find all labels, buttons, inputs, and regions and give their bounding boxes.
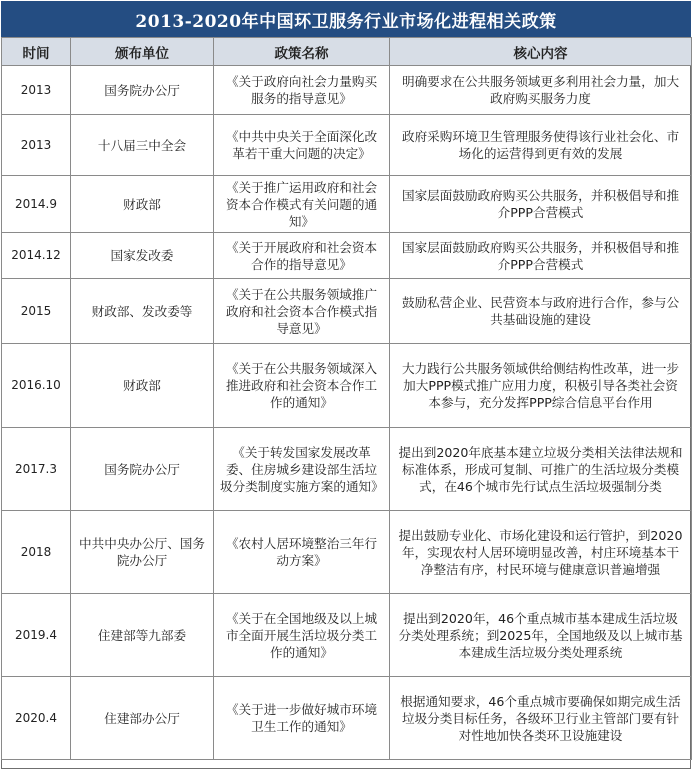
cell-policy: 《关于在公共服务领域推广政府和社会资本合作模式指导意见》 bbox=[214, 279, 390, 344]
table-row bbox=[2, 279, 692, 344]
cell-content: 鼓励私营企业、民营资本与政府进行合作，参与公共基础设施的建设 bbox=[390, 279, 692, 344]
cell-content: 明确要求在公共服务领域更多利用社会力量，加大政府购买服务力度 bbox=[390, 66, 692, 115]
cell-policy: 《关于在公共服务领域深入推进政府和社会资本合作工作的通知》 bbox=[214, 344, 390, 428]
table-row bbox=[2, 677, 692, 760]
header-year: 时间 bbox=[2, 38, 71, 66]
cell-year: 2013 bbox=[2, 66, 71, 115]
table-row bbox=[2, 428, 692, 511]
cell-content: 根据通知要求，46个重点城市要确保如期完成生活垃圾分类目标任务，各级环卫行业主管部门要有针对性地加快各类环卫设施建设 bbox=[390, 677, 692, 760]
cell-policy: 《关于开展政府和社会资本合作的指导意见》 bbox=[214, 233, 390, 279]
cell-content: 大力践行公共服务领域供给侧结构性改革，进一步加大PPP模式推广应用力度，积极引导各类社会资本参与，充分发挥PPP综合信息平台作用 bbox=[390, 344, 692, 428]
cell-content: 国家层面鼓励政府购买公共服务，并积极倡导和推介PPP合营模式 bbox=[390, 176, 692, 233]
cell-year: 2017.3 bbox=[2, 428, 71, 511]
cell-org: 中共中央办公厅、国务院办公厅 bbox=[71, 511, 214, 594]
cell-org: 国务院办公厅 bbox=[71, 428, 214, 511]
cell-org: 财政部 bbox=[71, 344, 214, 428]
cell-org: 国务院办公厅 bbox=[71, 66, 214, 115]
table-row bbox=[2, 176, 692, 233]
table-row bbox=[2, 66, 692, 115]
cell-year: 2015 bbox=[2, 279, 71, 344]
policy-table bbox=[1, 37, 692, 760]
cell-content: 提出到2020年，46个重点城市基本建成生活垃圾分类处理系统；到2025年，全国地级及以上城市基本建成生活垃圾分类处理系统 bbox=[390, 594, 692, 677]
cell-content: 国家层面鼓励政府购买公共服务，并积极倡导和推介PPP合营模式 bbox=[390, 233, 692, 279]
cell-policy: 《关于转发国家发展改革委、住房城乡建设部生活垃圾分类制度实施方案的通知》 bbox=[214, 428, 390, 511]
cell-org: 十八届三中全会 bbox=[71, 115, 214, 176]
cell-content: 提出鼓励专业化、市场化建设和运行管护，到2020年，实现农村人居环境明显改善，村庄环境基本干净整洁有序，村民环境与健康意识普遍增强 bbox=[390, 511, 692, 594]
cell-org: 国家发改委 bbox=[71, 233, 214, 279]
cell-year: 2020.4 bbox=[2, 677, 71, 760]
cell-org: 住建部办公厅 bbox=[71, 677, 214, 760]
cell-year: 2016.10 bbox=[2, 344, 71, 428]
cell-policy: 《关于进一步做好城市环境卫生工作的通知》 bbox=[214, 677, 390, 760]
cell-year: 2014.12 bbox=[2, 233, 71, 279]
cell-policy: 《中共中央关于全面深化改革若干重大问题的决定》 bbox=[214, 115, 390, 176]
cell-org: 财政部 bbox=[71, 176, 214, 233]
table-row bbox=[2, 594, 692, 677]
cell-policy: 《关于在全国地级及以上城市全面开展生活垃圾分类工作的通知》 bbox=[214, 594, 390, 677]
header-policy: 政策名称 bbox=[214, 38, 390, 66]
header-org: 颁布单位 bbox=[71, 38, 214, 66]
cell-year: 2014.9 bbox=[2, 176, 71, 233]
cell-content: 提出到2020年底基本建立垃圾分类相关法律法规和标准体系，形成可复制、可推广的生活垃圾分类模式，在46个城市先行试点生活垃圾强制分类 bbox=[390, 428, 692, 511]
table-row bbox=[2, 233, 692, 279]
table-row bbox=[2, 115, 692, 176]
cell-policy: 《关于政府向社会力量购买服务的指导意见》 bbox=[214, 66, 390, 115]
header-row bbox=[2, 38, 692, 66]
table-title: 2013-2020年中国环卫服务行业市场化进程相关政策 bbox=[1, 1, 691, 37]
table-row bbox=[2, 344, 692, 428]
cell-year: 2018 bbox=[2, 511, 71, 594]
cell-org: 住建部等九部委 bbox=[71, 594, 214, 677]
cell-year: 2019.4 bbox=[2, 594, 71, 677]
cell-policy: 《农村人居环境整治三年行动方案》 bbox=[214, 511, 390, 594]
table-row bbox=[2, 511, 692, 594]
cell-org: 财政部、发改委等 bbox=[71, 279, 214, 344]
header-content: 核心内容 bbox=[390, 38, 692, 66]
cell-policy: 《关于推广运用政府和社会资本合作模式有关问题的通知》 bbox=[214, 176, 390, 233]
cell-year: 2013 bbox=[2, 115, 71, 176]
cell-content: 政府采购环境卫生管理服务使得该行业社会化、市场化的运营得到更有效的发展 bbox=[390, 115, 692, 176]
